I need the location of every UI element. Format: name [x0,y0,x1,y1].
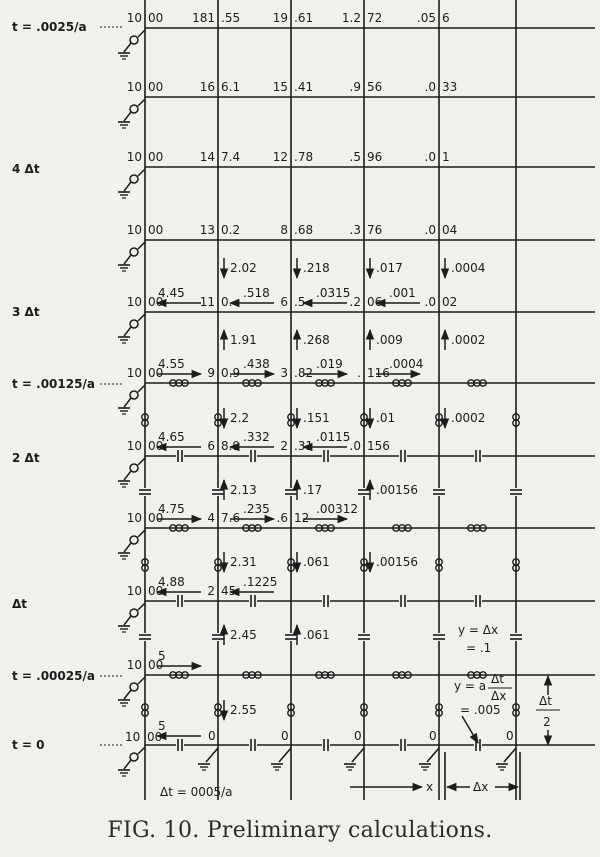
node-value-r2-c3a: .5 [349,150,361,164]
shunt-capacitor-0-0 [139,488,151,496]
flow-value-r5-2: .019 [316,357,343,371]
y-equals-dx-label: y = Δx [458,623,499,637]
series-capacitor-2-2 [322,739,330,751]
node-value-r4-c2b: .5 [294,295,306,309]
side-label-1: 4 Δt [12,162,40,176]
source-row-3 [124,242,145,264]
source-row-7 [124,530,145,552]
vflow-value-up_r6-1: .17 [303,483,323,497]
shunt-capacitor-0-1 [212,488,224,496]
node-value-r1-c2b: .41 [294,80,314,94]
node-value-r3-c0a: 10 [126,223,142,237]
source-row-2 [124,169,145,191]
flow-value-r5-3: .0004 [389,357,424,371]
bottom-ground-0 [198,764,210,770]
node-value-r3-c4a: .0 [424,223,436,237]
shunt-capacitor-0-4 [433,488,445,496]
source-row-9 [124,677,145,699]
flow-value-r4-3: .001 [389,286,416,300]
source-row-1-ground [118,122,130,128]
node-value-r1-c0a: 10 [126,80,142,94]
grid-lines [145,0,595,800]
node-value-r4-c3a: .2 [349,295,361,309]
source-row-10 [124,747,145,769]
vflow-value-down_r9-0: 2.55 [230,703,257,717]
node-value-r0-c2a: 19 [272,11,288,25]
node-value-r7-c2a: .6 [276,511,288,525]
node-value-r3-c2a: 8 [280,223,288,237]
vflow-value-up_r6-2: .00156 [376,483,418,497]
source-row-4 [124,314,145,336]
flow-value-r5-1: .438 [243,357,270,371]
source-row-8-ground [118,626,130,632]
series-capacitor-1-2 [322,595,330,607]
ground-lead-1 [279,748,291,762]
node-value-r10-zero-0: 0 [208,729,216,743]
node-value-r5-c2b: .82 [294,366,314,380]
source-row-1 [124,99,145,121]
node-value-r10-zero-2: 0 [354,729,362,743]
node-value-r3-c4b: 04 [442,223,458,237]
node-value-r10-zero-3: 0 [429,729,437,743]
side-label-3: t = .00125/a [12,377,95,391]
ground-lead-2 [352,748,364,762]
shunt-capacitor-1-5 [510,633,522,641]
shunt-capacitor-0-5 [510,488,522,496]
flow-value-r4-2: .0315 [316,286,351,300]
flow-value-r4-0: 4.45 [158,286,185,300]
side-label-2: 3 Δt [12,305,40,319]
node-value-r4-c2a: 6 [280,295,288,309]
node-value-r6-c1b: 8.9 [221,439,241,453]
half-dt-numerator: Δt [539,694,552,708]
flow-value-r10-0: 5 [158,719,166,733]
series-capacitor-1-3 [399,595,407,607]
y-a-value: = .005 [460,703,501,717]
node-value-r4-c4b: 02 [442,295,458,309]
ground-lead-0 [206,748,218,762]
node-value-r3-c0b: 00 [148,223,164,237]
vflow-value-up_r6-0: 2.13 [230,483,257,497]
ground-lead-4 [504,748,516,762]
shunt-capacitor-1-1 [212,633,224,641]
node-value-r2-c1b: 7.4 [221,150,241,164]
vflow-value-down_r5-0: 2.2 [230,411,250,425]
node-value-r1-c1b: 6.1 [221,80,241,94]
y-dx-value: = .1 [466,641,492,655]
vflow-value-down_r7-0: 2.31 [230,555,257,569]
ground-lead-3 [427,748,439,762]
bottom-ground-3 [419,764,431,770]
flow-value-r6-0: 4.65 [158,430,185,444]
vflow-value-up_r4-2: .009 [376,333,403,347]
node-value-r0-c4a: .05 [416,11,436,25]
vflow-value-down_r5-3: .0002 [451,411,486,425]
node-value-r8-c1a: 2 [207,584,215,598]
node-value-r2-c2b: .78 [294,150,314,164]
source-row-10-ground [118,770,130,776]
side-label-6: t = .00025/a [12,669,95,683]
node-value-r10-c0a: 10 [125,730,141,744]
flow-value-r7-1: .235 [243,502,270,516]
node-value-r7-c2b: 12 [294,511,310,525]
node-value-r5-c0b: 00 [148,366,164,380]
node-value-r2-c0b: 00 [148,150,164,164]
vflow-value-up_r4-1: .268 [303,333,330,347]
bottom-ground-4 [496,764,508,770]
node-value-r4-c4a: .0 [424,295,436,309]
series-capacitor-1-0 [176,595,184,607]
series-capacitor-0-4 [474,450,482,462]
flow-value-r8-0: 4.88 [158,575,185,589]
series-capacitor-2-0 [176,739,184,751]
series-capacitor-2-1 [249,739,257,751]
dx-label: Δx [473,780,489,794]
flow-value-r5-0: 4.55 [158,357,185,371]
shunt-capacitor-1-3 [358,633,370,641]
shunt-capacitor-1-0 [139,633,151,641]
node-value-r0-c1a: 181 [192,11,215,25]
vflow-value-up_r8-1: .061 [303,628,330,642]
node-value-r0-c4b: 6 [442,11,450,25]
source-row-5-ground [118,408,130,414]
node-value-r1-c0b: 00 [148,80,164,94]
node-value-r2-c3b: 96 [367,150,383,164]
dt-note: Δt = 0005/a [160,785,233,799]
node-value-r5-c3b: 116 [367,366,390,380]
shunt-capacitor-1-2 [285,633,297,641]
node-value-r0-c0a: 10 [126,11,142,25]
vflow-value-up_r4-3: .0002 [451,333,486,347]
vflow-value-down_r7-2: .00156 [376,555,418,569]
source-row-4-ground [118,337,130,343]
figure-caption: FIG. 10. Preliminary calculations. [107,818,493,843]
source-row-6 [124,458,145,480]
node-value-r1-c2a: 15 [272,80,288,94]
node-value-r6-c0a: 10 [126,439,142,453]
source-row-2-ground [118,192,130,198]
shunt-capacitor-0-3 [358,488,370,496]
source-row-7-ground [118,553,130,559]
node-value-r7-c0a: 10 [126,511,142,525]
node-value-r6-c3b: 156 [367,439,390,453]
y-a-pointer-arrow [462,716,478,743]
node-value-r6-c2b: .31 [294,439,314,453]
node-value-r2-c0a: 10 [126,150,142,164]
vflow-value-down_r3-0: 2.02 [230,261,257,275]
value-labels [12,11,552,799]
side-label-5: Δt [12,597,28,611]
shunt-capacitor-0-2 [285,488,297,496]
x-axis-label: x [426,780,434,794]
node-value-r5-c2a: 3 [280,366,288,380]
shunt-capacitor-1-4 [433,633,445,641]
node-value-r7-c1b: 7.6 [221,511,241,525]
y-a-denominator: Δx [491,689,507,703]
node-value-r5-c1b: 0.9 [221,366,241,380]
y-equals-a-label: y = a [454,679,487,693]
node-value-r1-c1a: 16 [199,80,215,94]
flow-value-r6-2: .0115 [316,430,351,444]
node-value-r5-c1a: 9 [207,366,215,380]
node-value-r4-c0b: 00 [148,295,164,309]
vflow-value-up_r8-0: 2.45 [230,628,257,642]
node-value-r3-c2b: .68 [294,223,314,237]
side-label-0: t = .0025/a [12,20,87,34]
source-row-6-ground [118,481,130,487]
node-value-r6-c2a: 2 [280,439,288,453]
half-dt-denominator: 2 [543,715,551,729]
node-value-r10-zero-1: 0 [281,729,289,743]
node-value-r7-c0b: 00 [148,511,164,525]
source-row-3-ground [118,265,130,271]
node-value-r2-c4b: 1 [442,150,450,164]
series-capacitor-2-3 [399,739,407,751]
side-label-7: t = 0 [12,738,45,752]
node-value-r1-c4a: .0 [424,80,436,94]
node-value-r8-c1b: 45 [221,584,237,598]
node-value-r5-c3a: . [357,366,361,380]
vflow-value-down_r3-1: .218 [303,261,330,275]
node-value-r9-c0a: 10 [126,658,142,672]
node-value-r0-c1b: .55 [221,11,241,25]
node-value-r0-c2b: .61 [294,11,314,25]
series-capacitor-0-0 [176,450,184,462]
series-capacitor-1-1 [249,595,257,607]
vflow-value-up_r4-0: 1.91 [230,333,257,347]
side-label-4: 2 Δt [12,451,40,465]
node-value-r8-c0a: 10 [126,584,142,598]
node-value-r9-c0b: 00 [148,658,164,672]
flow-value-r7-0: 4.75 [158,502,185,516]
node-value-r3-c1a: 13 [199,223,215,237]
node-value-r1-c3a: .9 [349,80,361,94]
source-row-0-ground [118,53,130,59]
node-value-r2-c2a: 12 [272,150,288,164]
node-value-r1-c3b: 56 [367,80,383,94]
node-value-r2-c4a: .0 [424,150,436,164]
node-value-r0-c3a: 1.2 [341,11,361,25]
flow-value-r4-1: .518 [243,286,270,300]
node-value-r1-c4b: 33 [442,80,458,94]
vflow-value-down_r7-1: .061 [303,555,330,569]
series-capacitor-2-4 [474,739,482,751]
node-value-r6-c3a: .0 [349,439,361,453]
node-value-r4-c0a: 10 [126,295,142,309]
flow-value-r8-1: .1225 [243,575,278,589]
flow-value-r7-2: .00312 [316,502,358,516]
y-a-numerator: Δt [491,672,504,686]
series-capacitor-1-4 [474,595,482,607]
node-value-r3-c1b: 0.2 [221,223,241,237]
node-value-r3-c3a: .3 [349,223,361,237]
source-row-9-ground [118,700,130,706]
node-value-r0-c3b: 72 [367,11,383,25]
bottom-ground-2 [344,764,356,770]
node-value-r4-c1a: 11 [199,295,215,309]
node-value-r5-c0a: 10 [126,366,142,380]
series-capacitor-0-1 [249,450,257,462]
source-row-8 [124,603,145,625]
series-capacitor-0-3 [399,450,407,462]
bottom-ground-1 [271,764,283,770]
flow-value-r9-0: 5 [158,649,166,663]
vflow-value-down_r3-2: .017 [376,261,403,275]
vflow-value-down_r5-1: .151 [303,411,330,425]
node-value-r2-c1a: 14 [199,150,215,164]
node-value-r8-c0b: 00 [148,584,164,598]
vflow-value-down_r5-2: .01 [376,411,396,425]
series-capacitor-0-2 [322,450,330,462]
node-value-r6-c0b: 00 [148,439,164,453]
source-row-5 [124,385,145,407]
vflow-value-down_r3-3: .0004 [451,261,486,275]
source-row-0 [124,30,145,52]
node-value-r7-c1a: 4 [207,511,215,525]
node-value-r10-zero-4: 0 [506,729,514,743]
node-value-r10-c0b: 00 [147,730,163,744]
node-value-r4-c1b: 0. [221,295,233,309]
node-value-r6-c1a: 6 [207,439,215,453]
node-value-r4-c3b: 06 [367,295,383,309]
node-value-r0-c0b: 00 [148,11,164,25]
node-value-r3-c3b: 76 [367,223,383,237]
flow-value-r6-1: .332 [243,430,270,444]
